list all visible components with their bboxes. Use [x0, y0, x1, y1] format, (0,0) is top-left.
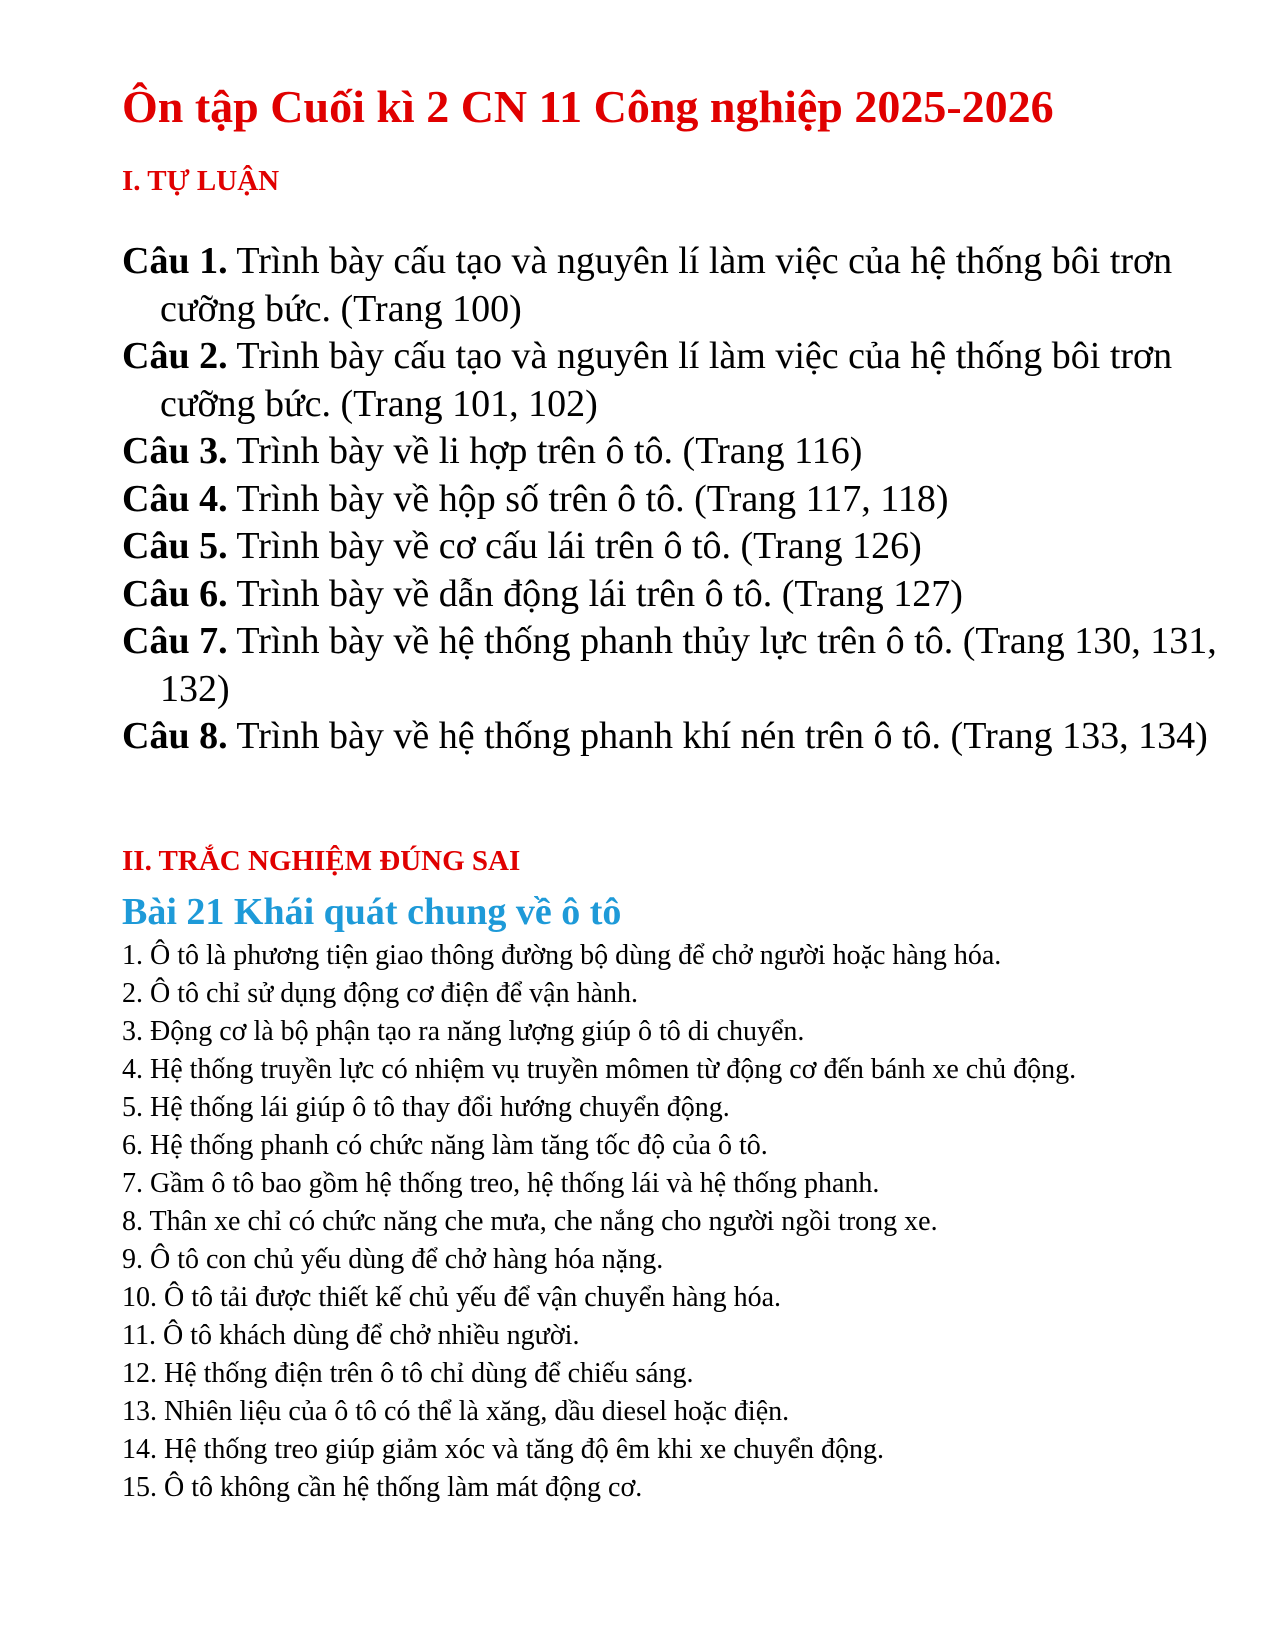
question-label: Câu 2. [122, 335, 228, 377]
question-label: Câu 5. [122, 525, 228, 567]
section-heading-true-false: II. TRẮC NGHIỆM ĐÚNG SAI [122, 845, 521, 877]
statement-item: 10. Ô tô tải được thiết kế chủ yếu để vận chuyển hàng hóa. [122, 1282, 782, 1313]
essay-question [122, 428, 1232, 476]
question-text: Trình bày về hệ thống phanh thủy lực trên ô tô. (Trang 130, 131, 132) [160, 620, 1217, 710]
question-label: Câu 6. [122, 572, 228, 615]
essay-question [122, 523, 1232, 571]
statement-item: 13. Nhiên liệu của ô tô có thể là xăng, dầu diesel hoặc điện. [122, 1396, 790, 1427]
essay-question [122, 333, 1232, 428]
statement-item: 5. Hệ thống lái giúp ô tô thay đổi hướng chuyển động. [122, 1092, 730, 1123]
statement-item: 15. Ô tô không cần hệ thống làm mát động cơ. [122, 1472, 643, 1503]
statement-item: 11. Ô tô khách dùng để chở nhiều người. [122, 1320, 580, 1351]
statement-item: 7. Gầm ô tô bao gồm hệ thống treo, hệ thống lái và hệ thống phanh. [122, 1168, 880, 1199]
statement-item: 3. Động cơ là bộ phận tạo ra năng lượng giúp ô tô di chuyển. [122, 1016, 805, 1047]
statement-item: 9. Ô tô con chủ yếu dùng để chở hàng hóa nặng. [122, 1244, 664, 1275]
section-heading-essay: I. TỰ LUẬN [122, 165, 280, 197]
document-title: Ôn tập Cuối kì 2 CN 11 Công nghiệp 2025-2026 [122, 81, 1054, 132]
question-text: Trình bày về cơ cấu lái trên ô tô. (Trang 126) [227, 525, 922, 567]
statement-item: 6. Hệ thống phanh có chức năng làm tăng tốc độ của ô tô. [122, 1130, 768, 1161]
question-text: Trình bày cấu tạo và nguyên lí làm việc của hệ thống bôi trơn cưỡng bức. (Trang 101, 102) [160, 335, 1173, 425]
question-text: Trình bày về hệ thống phanh khí nén trên ô tô. (Trang 133, 134) [227, 715, 1208, 757]
question-label: Câu 4. [122, 477, 228, 520]
question-label: Câu 1. [122, 240, 228, 282]
essay-question [122, 571, 1232, 619]
statement-item: 1. Ô tô là phương tiện giao thông đường bộ dùng để chở người hoặc hàng hóa. [122, 940, 1002, 971]
lesson-title: Bài 21 Khái quát chung về ô tô [122, 891, 622, 933]
question-text: Trình bày về li hợp trên ô tô. (Trang 116) [227, 430, 863, 472]
true-false-statement-list [122, 937, 1182, 1507]
essay-question [122, 713, 1232, 761]
question-label: Câu 7. [122, 620, 228, 662]
question-text: Trình bày cấu tạo và nguyên lí làm việc của hệ thống bôi trơn cưỡng bức. (Trang 100) [160, 240, 1173, 330]
essay-question [122, 618, 1232, 713]
statement-item: 12. Hệ thống điện trên ô tô chỉ dùng để chiếu sáng. [122, 1358, 694, 1389]
essay-question-list [122, 238, 1232, 761]
question-text: Trình bày về hộp số trên ô tô. (Trang 117, 118) [227, 477, 949, 520]
question-label: Câu 3. [122, 430, 228, 472]
statement-item: 4. Hệ thống truyền lực có nhiệm vụ truyền mômen từ động cơ đến bánh xe chủ động. [122, 1054, 1077, 1085]
question-text: Trình bày về dẫn động lái trên ô tô. (Trang 127) [227, 572, 963, 615]
statement-item: 2. Ô tô chỉ sử dụng động cơ điện để vận hành. [122, 978, 639, 1009]
essay-question [122, 238, 1232, 333]
essay-question [122, 476, 1232, 524]
statement-item: 14. Hệ thống treo giúp giảm xóc và tăng độ êm khi xe chuyển động. [122, 1434, 885, 1465]
question-label: Câu 8. [122, 715, 228, 757]
statement-item: 8. Thân xe chỉ có chức năng che mưa, che nắng cho người ngồi trong xe. [122, 1206, 938, 1237]
